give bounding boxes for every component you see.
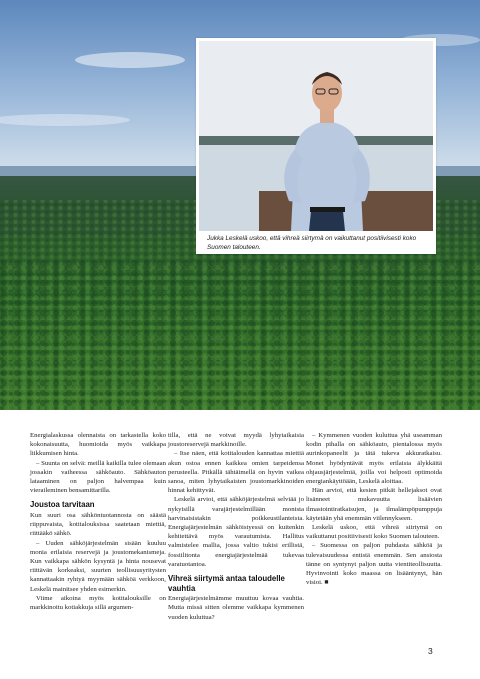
section-heading: Joustoa tarvitaan	[30, 500, 95, 510]
article-paragraph: Viime aikoina myös kotitalouksille on markkinoitu kotiakkuja sillä argumen-	[30, 594, 166, 612]
article-paragraph: – Suunta on selvä: meillä kaikilla tulee olemaan jossakin vaiheessa sähköauto. Sähköauton lataaminen on paljon halvempaa kuin vieraileminen bensamittarilla.	[30, 459, 166, 495]
article-paragraph: tilla, että ne voivat myydä lyhytaikaisia joustoreservejä markkinoille.	[168, 432, 304, 449]
article-paragraph: Energiajärjestelmämme muuttuu kovaa vauhtia. Mutta missä sitten olemme vaikkapa kymmenen vuoden kuluttua?	[168, 595, 304, 621]
article-paragraph: – Itse näen, että kotitalouden kannattaa miettiä akun ostoa ennen kaikkea omien tarpeidensa perusteella. Pitkällä tähtäimellä on hyvin vaikea sanoa, miten lyhytaikaisten joustomarkkinoiden hinnat kehittyvät.	[168, 450, 304, 495]
article-column-3	[306, 431, 442, 587]
article-paragraph: Hän arvioi, että kesien pitkät hellejaksot ovat lisänneet mukavuutta lisäävien ilmastointiratkaisujen, ja ilmalämpöpumppuja käytetään yhä enemmän viilennykseen.	[306, 487, 442, 522]
article-paragraph: – Suomessa on paljon puhdasta sähköä ja tulevaisuudessa entistä enemmän. Sen ansiosta tänne on syntynyt paljon uutta vientiteollisuutta. Hyvinvointi koko maassa on lisääntynyt, hän visioi. ■	[306, 542, 442, 587]
section-heading: Vihreä siirtymä antaa taloudelle vauhtia	[168, 574, 285, 593]
article-paragraph: Energialaskussa olennaista on tarkastella koko kokonaisuutta, huomioida myös vaikkapa liikkumisen hinta.	[30, 432, 166, 458]
article-paragraph: Leskelä uskoo, että vihreä siirtymä on vaikuttanut positiivisesti koko Suomen talouteen.	[306, 524, 442, 541]
page-number: 3	[428, 646, 433, 656]
article-paragraph: – Uuden sähköjärjestelmän sisään kuuluu monia erilaisia reservejä ja joustomekanismeja. Kun vaikkapa sähkön kysyntä ja hinta nousevat riittävän korkeaksi, suurten teollisuusyritysten kannattaakin ryhtyä myymään sähköä verkkoon, Leskelä mainitsee yhden esimerkin.	[30, 539, 166, 593]
article-paragraph: – Kymmenen vuoden kuluttua yhä useamman kodin pihalla on sähköauto, pientalossa myös aurinkopaneelit ja tätä tukeva akkuratkaisu. Monet hyödyntävät myös erilaisia älykkäitä ohjausjärjestelmiä, joilla voi helposti optimoida energiankäyttöään, Leskelä aloittaa.	[306, 432, 442, 486]
article-paragraph: Leskelä arvioi, että sähköjärjestelmä selviää jo nykyisillä varajärjestelmillään monista harvinaisistakin poikkeustilanteista. Energiajärjestelmän sähköistyessä on kuitenkin kehitettävä myös varautumista. Hallitus valmistelee mallia, jossa valtio tukisi erillistä, fossiilitonta energiajärjestelmää tukevaa varatuotantoa.	[168, 496, 304, 568]
article-column-1	[30, 431, 166, 612]
portrait-photo-card	[196, 38, 436, 254]
article-column-2	[168, 431, 304, 622]
article-paragraph: Kun suuri osa sähköntuotannosta on säästä riippuvaista, kotitalouksissa saatetaan miettiä, riittääkö sähkö.	[30, 512, 166, 538]
photo-caption: Jukka Leskelä uskoo, että vihreä siirtymä on vaikuttanut positiivisesti koko Suomen talouteen.	[207, 235, 417, 251]
portrait-photo	[199, 41, 433, 231]
